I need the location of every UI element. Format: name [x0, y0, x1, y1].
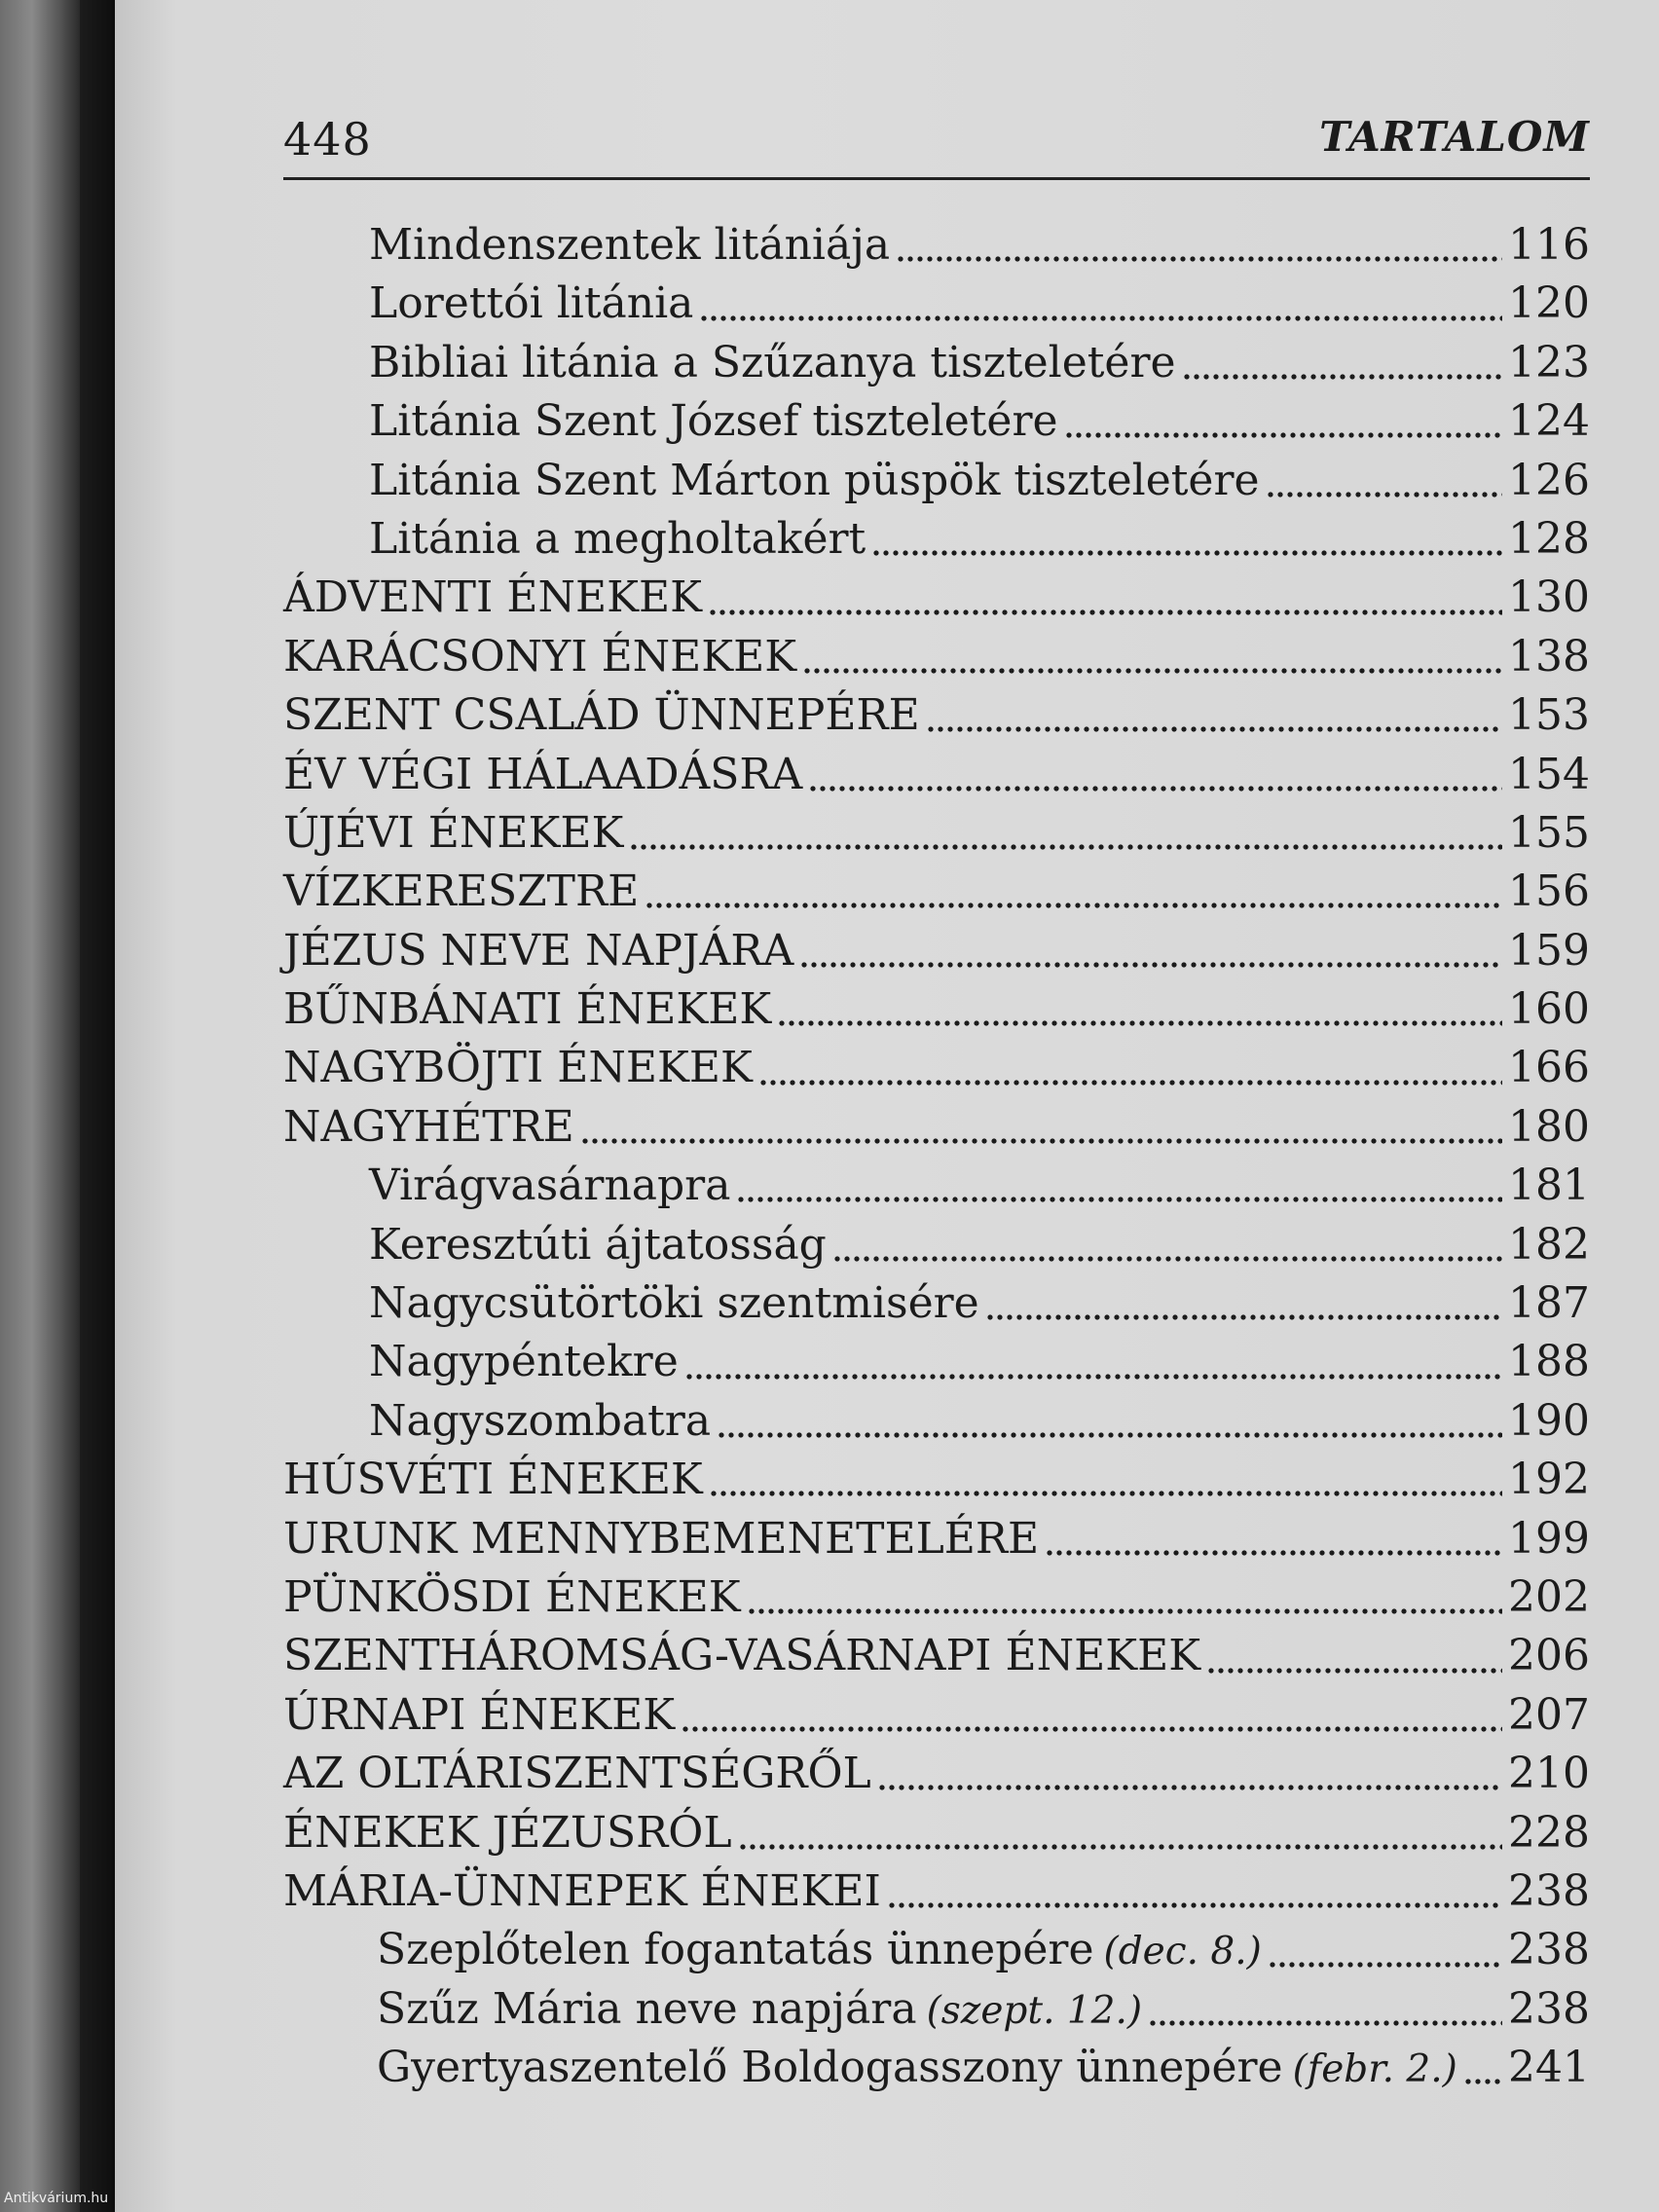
- toc-entry: [283, 1216, 1590, 1274]
- dot-leader: [926, 722, 1502, 736]
- table-of-contents: [283, 216, 1590, 2098]
- toc-entry-page-number: 123: [1508, 337, 1590, 387]
- toc-entry-page-number: 153: [1508, 690, 1590, 741]
- dot-leader: [985, 1310, 1502, 1324]
- toc-entry-title: NAGYHÉTRE: [283, 1101, 574, 1152]
- toc-entry: [283, 1451, 1590, 1509]
- toc-entry: [283, 686, 1590, 745]
- toc-entry: [283, 334, 1590, 392]
- toc-entry-title: SZENTHÁROMSÁG-VASÁRNAPI ÉNEKEK: [283, 1631, 1201, 1681]
- toc-entry-title: Gyertyaszentelő Boldogasszony ünnepére: [377, 2043, 1283, 2093]
- toc-entry-title: Keresztúti ájtatosság: [369, 1219, 827, 1270]
- toc-entry: [283, 452, 1590, 510]
- toc-entry-page-number: 156: [1508, 866, 1590, 917]
- book-spine: [80, 0, 119, 2212]
- toc-entry-title: NAGYBÖJTI ÉNEKEK: [283, 1043, 753, 1093]
- toc-entry-page-number: 181: [1508, 1161, 1590, 1211]
- dot-leader: [1064, 428, 1502, 442]
- toc-entry-page-number: 207: [1508, 1689, 1590, 1740]
- toc-entry-page-number: 238: [1508, 1983, 1590, 2034]
- toc-entry: [283, 1745, 1590, 1803]
- dot-leader: [684, 1370, 1502, 1383]
- toc-entry-page-number: 206: [1508, 1631, 1590, 1681]
- toc-entry-title: Szeplőtelen fogantatás ünnepére: [377, 1925, 1094, 1975]
- toc-entry-title: URUNK MENNYBEMENETELÉRE: [283, 1513, 1040, 1564]
- toc-entry-title: Virágvasárnapra: [369, 1161, 731, 1211]
- toc-entry-page-number: 238: [1508, 1925, 1590, 1975]
- toc-entry-title: Lorettói litánia: [369, 278, 694, 329]
- toc-entry: [283, 1392, 1590, 1451]
- toc-entry-title: ÉV VÉGI HÁLAADÁSRA: [283, 749, 803, 799]
- toc-entry-page-number: 159: [1508, 925, 1590, 976]
- toc-entry-date-note: (dec. 8.): [1103, 1930, 1262, 1974]
- toc-entry: [283, 1921, 1590, 1979]
- dot-leader: [1266, 488, 1502, 501]
- toc-entry-title: Nagypéntekre: [369, 1337, 679, 1387]
- dot-leader: [808, 782, 1502, 795]
- dot-leader: [699, 312, 1502, 325]
- dot-leader: [580, 1134, 1502, 1148]
- toc-entry-title: KARÁCSONYI ÉNEKEK: [283, 631, 797, 682]
- toc-entry-page-number: 138: [1508, 631, 1590, 682]
- toc-entry-page-number: 238: [1508, 1865, 1590, 1916]
- toc-entry-title: MÁRIA-ÜNNEPEK ÉNEKEI: [283, 1865, 881, 1916]
- dot-leader: [1268, 1958, 1502, 1972]
- toc-entry-title: SZENT CSALÁD ÜNNEPÉRE: [283, 690, 920, 741]
- dot-leader: [1463, 2075, 1502, 2088]
- toc-entry: [283, 1980, 1590, 2039]
- toc-entry: [283, 863, 1590, 921]
- dot-leader: [708, 606, 1502, 619]
- toc-entry: [283, 1039, 1590, 1097]
- toc-entry-title: Mindenszentek litániája: [369, 220, 891, 270]
- dot-leader: [681, 1722, 1502, 1736]
- toc-entry: [283, 569, 1590, 627]
- toc-entry-page-number: 126: [1508, 455, 1590, 505]
- toc-entry: [283, 2039, 1590, 2097]
- dot-leader: [1148, 2016, 1502, 2030]
- toc-entry-page-number: 166: [1508, 1043, 1590, 1093]
- toc-entry-page-number: 128: [1508, 513, 1590, 564]
- toc-entry-page-number: 228: [1508, 1807, 1590, 1858]
- toc-entry-page-number: 124: [1508, 396, 1590, 447]
- toc-entry: [283, 1686, 1590, 1745]
- dot-leader: [802, 664, 1502, 678]
- toc-entry-page-number: 116: [1508, 220, 1590, 270]
- toc-entry-page-number: 210: [1508, 1749, 1590, 1799]
- toc-entry: [283, 1862, 1590, 1921]
- toc-entry-title: AZ OLTÁRISZENTSÉGRŐL: [283, 1749, 871, 1799]
- toc-entry: [283, 275, 1590, 333]
- dot-leader: [832, 1252, 1502, 1266]
- dot-leader: [1206, 1664, 1502, 1677]
- toc-entry: [283, 1333, 1590, 1391]
- toc-entry-title: Litánia a megholtakért: [369, 513, 866, 564]
- dot-leader: [738, 1840, 1502, 1854]
- toc-entry-page-number: 160: [1508, 984, 1590, 1035]
- toc-entry: [283, 1568, 1590, 1627]
- toc-entry: [283, 980, 1590, 1039]
- dot-leader: [877, 1781, 1502, 1794]
- toc-entry: [283, 1274, 1590, 1333]
- dot-leader: [645, 899, 1502, 912]
- book-page-edges: [0, 0, 80, 2212]
- toc-entry-title: BŰNBÁNATI ÉNEKEK: [283, 984, 772, 1035]
- toc-entry: [283, 804, 1590, 863]
- toc-entry-page-number: 241: [1508, 2043, 1590, 2093]
- toc-entry-page-number: 192: [1508, 1455, 1590, 1505]
- toc-entry: [283, 1804, 1590, 1862]
- toc-entry-title: Nagycsütörtöki szentmisére: [369, 1278, 979, 1329]
- toc-entry-page-number: 155: [1508, 807, 1590, 858]
- toc-entry-title: ÁDVENTI ÉNEKEK: [283, 572, 702, 623]
- toc-entry-title: Szűz Mária neve napjára: [377, 1983, 917, 2034]
- toc-entry: [283, 1510, 1590, 1568]
- toc-entry-title: VÍZKERESZTRE: [283, 866, 640, 917]
- toc-entry: [283, 922, 1590, 980]
- dot-leader: [736, 1193, 1502, 1206]
- watermark: Antikvárium.hu: [4, 2191, 109, 2206]
- running-title: TARTALOM: [1319, 113, 1590, 161]
- dot-leader: [747, 1604, 1502, 1618]
- toc-entry-page-number: 199: [1508, 1513, 1590, 1564]
- toc-entry: [283, 1098, 1590, 1157]
- toc-entry-title: ÉNEKEK JÉZUSRÓL: [283, 1807, 732, 1858]
- toc-entry-page-number: 154: [1508, 749, 1590, 799]
- dot-leader: [896, 252, 1502, 266]
- dot-leader: [799, 958, 1502, 972]
- dot-leader: [709, 1487, 1502, 1500]
- dot-leader: [629, 840, 1502, 854]
- toc-entry-title: PÜNKÖSDI ÉNEKEK: [283, 1571, 741, 1622]
- toc-entry-page-number: 190: [1508, 1395, 1590, 1446]
- toc-entry-date-note: (szept. 12.): [926, 1988, 1143, 2033]
- toc-entry: [283, 510, 1590, 569]
- toc-entry: [283, 1627, 1590, 1685]
- dot-leader: [758, 1076, 1502, 1089]
- toc-entry-title: Litánia Szent Márton püspök tiszteletére: [369, 455, 1260, 505]
- toc-entry-title: Bibliai litánia a Szűzanya tiszteletére: [369, 337, 1176, 387]
- book-page: [115, 0, 1659, 2212]
- toc-entry-page-number: 182: [1508, 1219, 1590, 1270]
- toc-entry-date-note: (febr. 2.): [1292, 2047, 1457, 2092]
- dot-leader: [1045, 1546, 1502, 1560]
- toc-entry: [283, 746, 1590, 804]
- toc-entry: [283, 392, 1590, 451]
- toc-entry-title: Litánia Szent József tiszteletére: [369, 396, 1058, 447]
- toc-entry-page-number: 202: [1508, 1571, 1590, 1622]
- dot-leader: [871, 546, 1502, 560]
- toc-entry-title: JÉZUS NEVE NAPJÁRA: [283, 925, 794, 976]
- dot-leader: [777, 1016, 1502, 1030]
- toc-entry: [283, 216, 1590, 275]
- toc-entry-page-number: 180: [1508, 1101, 1590, 1152]
- dot-leader: [887, 1899, 1502, 1912]
- toc-entry-title: HÚSVÉTI ÉNEKEK: [283, 1455, 703, 1505]
- toc-entry: [283, 1157, 1590, 1215]
- toc-entry-title: Nagyszombatra: [369, 1395, 712, 1446]
- dot-leader: [717, 1428, 1502, 1442]
- page-number: 448: [283, 113, 372, 166]
- dot-leader: [1182, 370, 1502, 384]
- page-header: [283, 107, 1590, 180]
- toc-entry: [283, 628, 1590, 686]
- toc-entry-title: ÚRNAPI ÉNEKEK: [283, 1689, 676, 1740]
- toc-entry-page-number: 188: [1508, 1337, 1590, 1387]
- toc-entry-page-number: 120: [1508, 278, 1590, 329]
- toc-entry-page-number: 130: [1508, 572, 1590, 623]
- toc-entry-page-number: 187: [1508, 1278, 1590, 1329]
- toc-entry-title: ÚJÉVI ÉNEKEK: [283, 807, 624, 858]
